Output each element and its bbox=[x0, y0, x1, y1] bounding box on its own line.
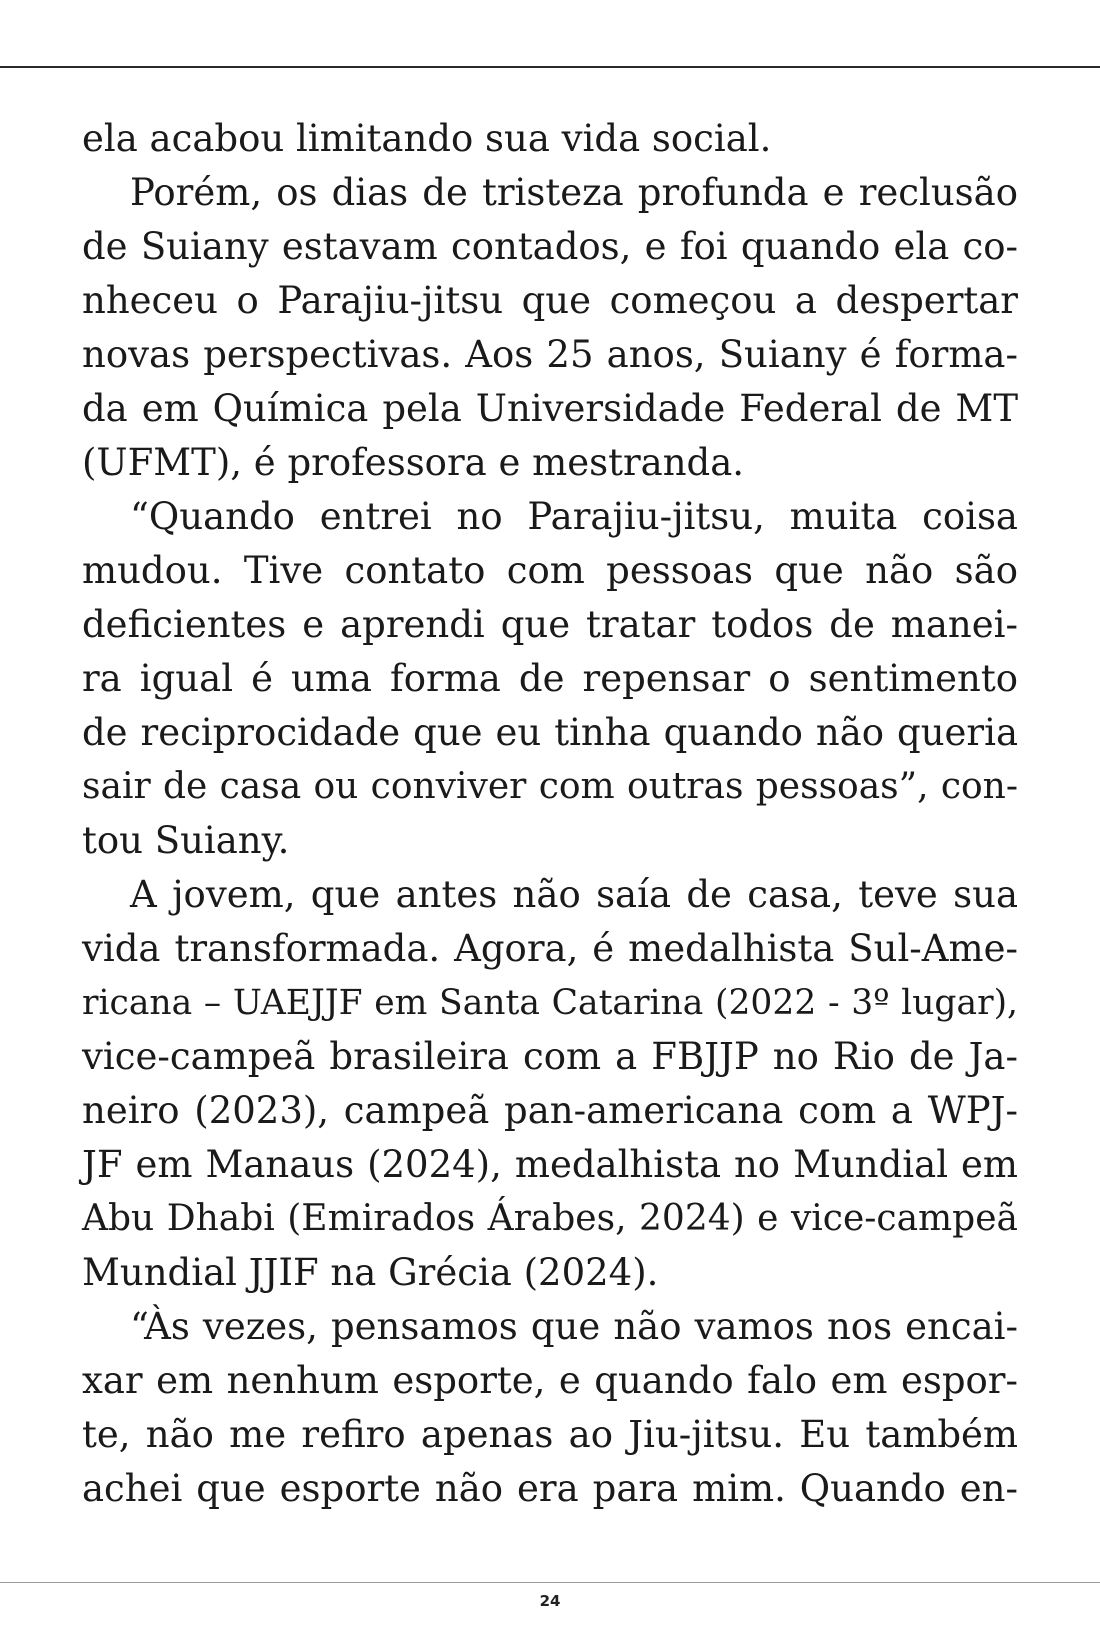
footer-rule bbox=[0, 1582, 1100, 1583]
text-line: da em Química pela Universidade Federal de MT bbox=[82, 387, 1018, 430]
text-line: tou Suiany. bbox=[82, 819, 290, 862]
page-number: 24 bbox=[539, 1592, 561, 1610]
text-line: Mundial JJIF na Grécia (2024). bbox=[82, 1251, 659, 1294]
text-line: de Suiany estavam contados, e foi quando ela co- bbox=[82, 225, 1018, 268]
text-line: de reciprocidade que eu tinha quando não queria bbox=[82, 711, 1018, 754]
text-line: nheceu o Parajiu-jitsu que começou a despertar bbox=[82, 279, 1018, 322]
text-line: vice-campeã brasileira com a FBJJP no Rio de Ja- bbox=[82, 1035, 1018, 1078]
text-line: te, não me refiro apenas ao Jiu-jitsu. Eu também bbox=[82, 1413, 1018, 1456]
text-line: sair de casa ou conviver com outras pessoas”, con- bbox=[82, 766, 1018, 807]
text-line: xar em nenhum esporte, e quando falo em espor- bbox=[82, 1359, 1018, 1402]
text-line: (UFMT), é professora e mestranda. bbox=[82, 441, 745, 484]
text-line: “Quando entrei no Parajiu-jitsu, muita coisa bbox=[130, 495, 1018, 538]
text-line: “Às vezes, pensamos que não vamos nos encai- bbox=[130, 1305, 1018, 1348]
text-line: deficientes e aprendi que tratar todos de manei- bbox=[82, 603, 1018, 646]
text-line: Abu Dhabi (Emirados Árabes, 2024) e vice-campeã bbox=[82, 1198, 1018, 1239]
header-rule bbox=[0, 66, 1100, 68]
text-line: vida transformada. Agora, é medalhista Sul-Ame- bbox=[82, 927, 1018, 970]
text-line: neiro (2023), campeã pan-americana com a WPJ- bbox=[82, 1089, 1018, 1132]
text-line: ricana – UAEJJF em Santa Catarina (2022 - 3º lugar), bbox=[82, 983, 1018, 1023]
text-line: A jovem, que antes não saía de casa, teve sua bbox=[130, 873, 1018, 916]
text-line: ra igual é uma forma de repensar o sentimento bbox=[82, 657, 1018, 700]
body-text bbox=[82, 112, 1018, 1516]
text-line: ela acabou limitando sua vida social. bbox=[82, 117, 772, 160]
text-line: achei que esporte não era para mim. Quando en- bbox=[82, 1467, 1018, 1510]
text-line: JF em Manaus (2024), medalhista no Mundial em bbox=[82, 1143, 1018, 1186]
text-line: mudou. Tive contato com pessoas que não são bbox=[82, 549, 1018, 592]
text-line: novas perspectivas. Aos 25 anos, Suiany é forma- bbox=[82, 333, 1018, 376]
text-line: Porém, os dias de tristeza profunda e reclusão bbox=[130, 171, 1018, 214]
